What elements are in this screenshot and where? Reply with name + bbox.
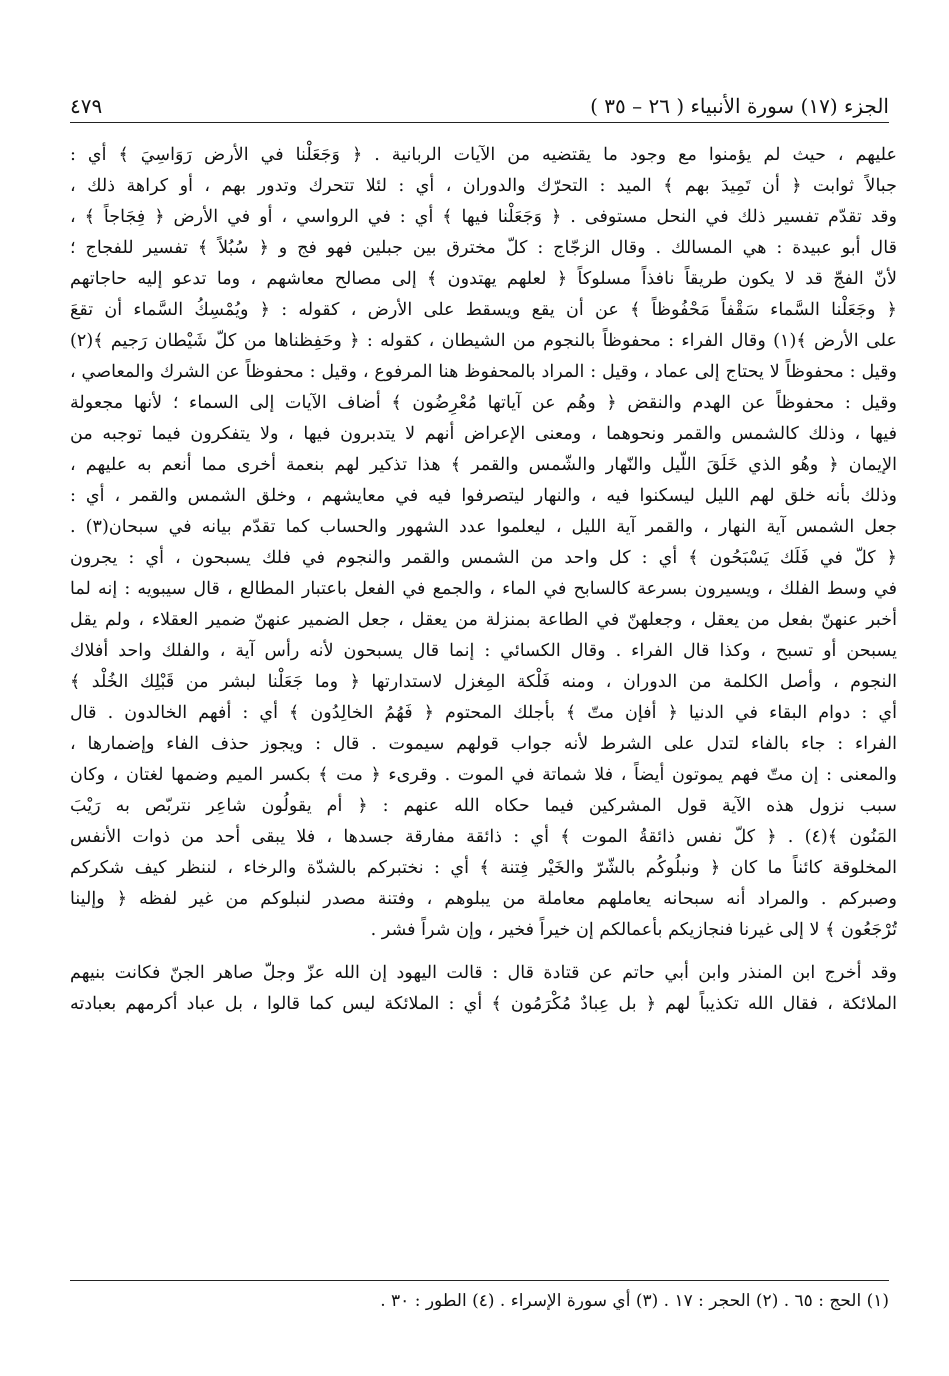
text-line: جبالاً ثوابت ﴿ أن تَمِيدَ بهم ﴾ الميد : التحرّك والدوران ، أي : لئلا تتحرك وتدور بهم ، أو كراهة ذلك ، bbox=[70, 176, 897, 196]
text-line: النجوم ، وأصل الكلمة من الدوران ، ومنه فَلْكة المِغزل لاستدارتها ﴿ وما جَعَلْنا لبشر من قَبْلِك الخُلْد ﴾ bbox=[70, 672, 897, 692]
text-line: المخلوقة كائناً ما كان ﴿ ونبلُوكُم بالشّرّ والخَيْر فِتنة ﴾ أي : نختبركم بالشدّة والرخاء ، لننظر كيف شكركم bbox=[70, 858, 897, 878]
main-text bbox=[70, 140, 897, 1020]
text-line: ﴿ وجَعَلْنا السَّماء سَقْفاً مَحْفُوظاً ﴾ عن أن يقع ويسقط على الأرض ، كقوله : ﴿ ويُمْسِكُ السَّماء أن تقعَ bbox=[70, 300, 897, 320]
text-line: الفراء : جاء بالفاء لتدل على الشرط لأنه جواب قولهم سيموت . قال : ويجوز حذف الفاء وإضمارها ، bbox=[70, 734, 897, 754]
text-line: أي : دوام البقاء في الدنيا ﴿ أفإن متّ ﴾ بأجلك المحتوم ﴿ فَهُمُ الخالِدُون ﴾ أي : أفهم الخالدون . قال bbox=[70, 703, 897, 723]
text-line: يسبحن أو تسبح ، وكذا قال الفراء . وقال الكسائي : إنما قال يسبحون لأنه رأس آية ، والفلك واحد أفلاك bbox=[70, 641, 897, 661]
text-line: فيها ، وذلك كالشمس والقمر ونحوهما ، ومعنى الإعراض أنهم لا يتدبرون فيها ، ولا يتفكرون فيما توجبه من bbox=[70, 424, 897, 444]
text-line: قال أبو عبيدة : هي المسالك . وقال الزجّاج : كلّ مخترق بين جبلين فهو فج و ﴿ سُبُلاً ﴾ تفسير للفجاج ؛ bbox=[70, 238, 897, 258]
text-line: المَنُون ﴾(٤) . ﴿ كلّ نفس ذائقةُ الموت ﴾ أي : ذائقة مفارقة جسدها ، فلا يبقى أحد من ذوات الأنفس bbox=[70, 827, 897, 847]
page-number: ٤٧٩ bbox=[70, 94, 103, 118]
footnotes: (١) الحج : ٦٥ . (٢) الحجر : ١٧ . (٣) أي سورة الإسراء . (٤) الطور : ٣٠ . bbox=[70, 1280, 889, 1311]
text-line: سبب نزول هذه الآية قول المشركين فيما حكاه الله عنهم : ﴿ أم يقولُون شاعِر نتربّص به رَيْبَ bbox=[70, 796, 897, 816]
paragraph-1 bbox=[70, 140, 897, 946]
text-line: ﴿ كلّ في فَلَك يَسْبَحُون ﴾ أي : كل واحد من الشمس والقمر والنجوم في فلك يسبحون ، أي : يجرون bbox=[70, 548, 897, 568]
text-line: وذلك بأنه خلق لهم الليل ليسكنوا فيه ، والنهار ليتصرفوا فيه في معايشهم ، وخلق الشمس والقمر ، أي : bbox=[70, 486, 897, 506]
text-line: والمعنى : إن متّ فهم يموتون أيضاً ، فلا شماتة في الموت . وقرىء ﴿ مت ﴾ بكسر الميم وضمها لغتان ، وكان bbox=[70, 765, 897, 785]
text-line: وقد تقدّم تفسير ذلك في النحل مستوفى . ﴿ وَجَعَلْنا فيها ﴾ أي : في الرواسي ، أو في الأرض ﴿ فِجَاجاً ﴾ ، bbox=[70, 207, 897, 227]
running-header bbox=[70, 88, 889, 123]
text-line: وصبركم . والمراد أنه سبحانه يعاملهم معاملة من يبلوهم ، وفتنة مصدر لنبلوكم من غير لفظه ﴿ وإلينا bbox=[70, 889, 897, 909]
header-title: الجزء (١٧) سورة الأنبياء ( ٢٦ – ٣٥ ) bbox=[590, 94, 889, 118]
text-line: وقيل : محفوظاً لا يحتاج إلى عماد ، وقيل : المراد بالمحفوظ هنا المرفوع ، وقيل : محفوظاً عن الشرك والمعاصي ، bbox=[70, 362, 897, 382]
text-line: عليهم ، حيث لم يؤمنوا مع وجود ما يقتضيه من الآيات الربانية . ﴿ وَجَعَلْنا في الأرض رَوَاسِيَ ﴾ أي : bbox=[70, 145, 897, 165]
text-line: أخبر عنهنّ بفعل من يعقل ، وجعلهنّ في الطاعة بمنزلة من يعقل ، جعل الضمير عنهنّ ضمير العقلاء ، ولم يقل bbox=[70, 610, 897, 630]
text-line: في وسط الفلك ، ويسيرون بسرعة كالسابح في الماء ، والجمع في الفعل باعتبار المطالع ، قال سيبويه : إنه لما bbox=[70, 579, 897, 599]
text-line: جعل الشمس آية النهار ، والقمر آية الليل ، ليعلموا عدد الشهور والحساب كما تقدّم بيانه في سبحان(٣) . bbox=[70, 517, 897, 537]
text-line: الملائكة ، فقال الله تكذيباً لهم ﴿ بل عِبادٌ مُكْرَمُون ﴾ أي : الملائكة ليس كما قالوا ، بل عباد أكرمهم بعبادته bbox=[70, 994, 897, 1014]
text-line: الإيمان ﴿ وهُو الذي خَلَقَ اللّيل والنّهار والشّمس والقمر ﴾ هذا تذكير لهم بنعمة أخرى مما أنعم به عليهم ، bbox=[70, 455, 897, 475]
text-line: لأنّ الفجّ قد لا يكون طريقاً نافذاً مسلوكاً ﴿ لعلهم يهتدون ﴾ إلى مصالح معاشهم ، وما تدعو إليه حاجاتهم bbox=[70, 269, 897, 289]
paragraph-2 bbox=[70, 958, 897, 1020]
text-line: وقيل : محفوظاً عن الهدم والنقض ﴿ وهُم عن آياتها مُعْرِضُون ﴾ أضاف الآيات إلى السماء ؛ لأنها مجعولة bbox=[70, 393, 897, 413]
text-line: تُرْجَعُون ﴾ لا إلى غيرنا فنجازيكم بأعمالكم إن خيراً فخير ، وإن شراً فشر . bbox=[370, 920, 897, 940]
text-line: وقد أخرج ابن المنذر وابن أبي حاتم عن قتادة قال : قالت اليهود إن الله عزّ وجلّ صاهر الجنّ فكانت بنيهم bbox=[70, 963, 897, 983]
text-line: على الأرض ﴾(١) وقال الفراء : محفوظاً بالنجوم من الشيطان ، كقوله : ﴿ وحَفِظناها من كلّ شَيْطان رَجيم ﴾(٢) bbox=[70, 331, 897, 351]
